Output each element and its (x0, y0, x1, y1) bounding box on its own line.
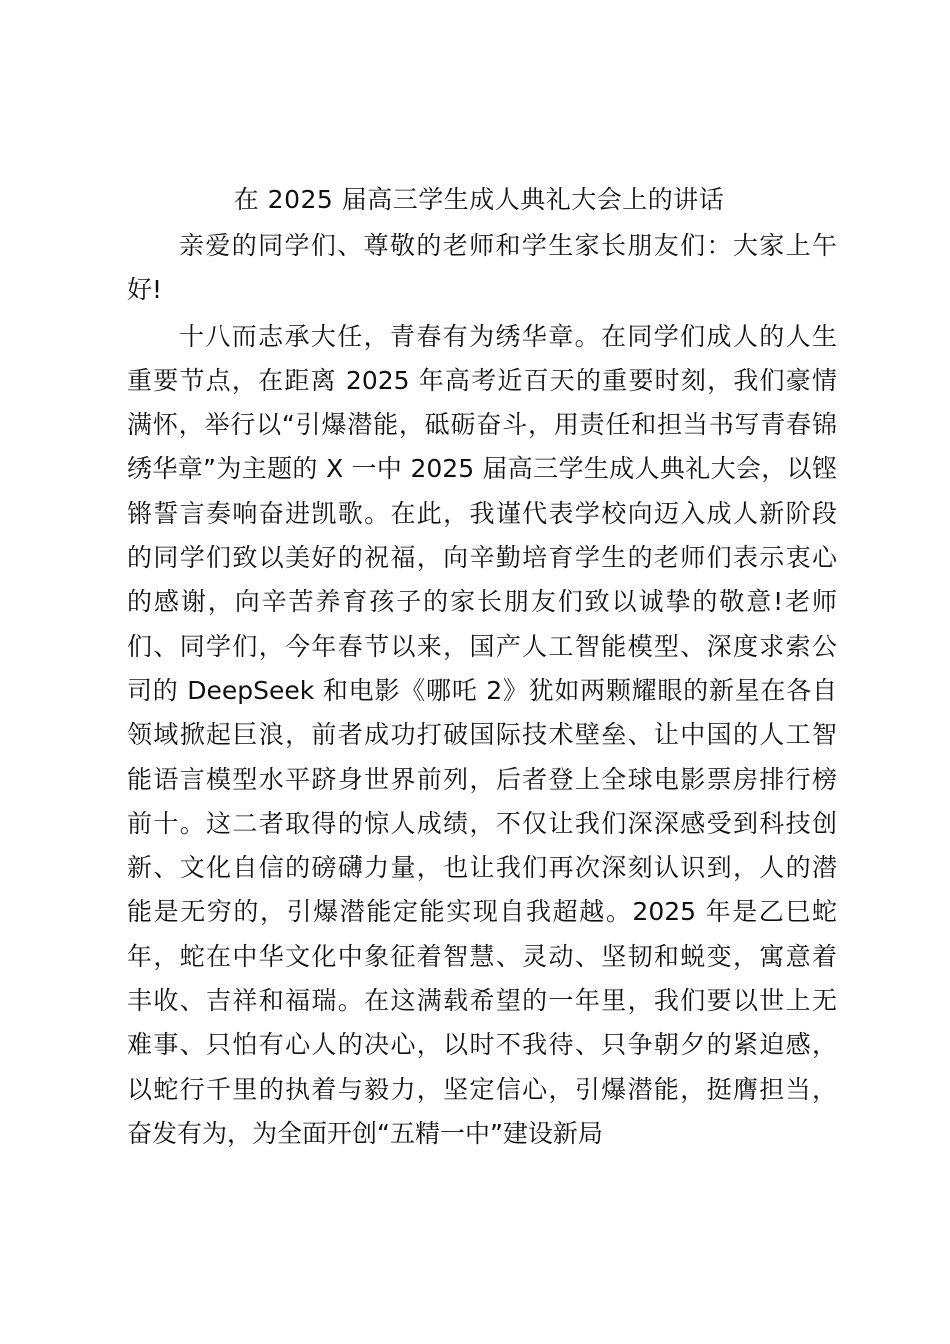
speech-body (127, 224, 837, 1156)
text-line: 奋发有为，为全面开创“五精一中”建设新局 (127, 1118, 603, 1148)
text-line: 年，蛇在中华文化中象征着智慧、灵动、坚韧和蜕变，寓意着 (127, 941, 837, 971)
text-line: 新、文化自信的磅礴力量，也让我们再次深刻认识到，人的潜 (127, 853, 837, 883)
text-line: 好! (127, 275, 163, 305)
text-line: 以蛇行千里的执着与毅力，坚定信心，引爆潜能，挺膺担当， (127, 1074, 837, 1104)
text-line: 难事、只怕有心人的决心，以时不我待、只争朝夕的紧迫感， (127, 1030, 837, 1060)
text-line: 亲爱的同学们、尊敬的老师和学生家长朋友们：大家上午 (179, 231, 837, 260)
text-line: 司的 DeepSeek 和电影《哪吒 2》犹如两颗耀眼的新星在各自 (127, 675, 837, 705)
speech-title: 在 2025 届高三学生成人典礼大会上的讲话 (233, 185, 725, 214)
text-line: 满怀，举行以“引爆潜能，砥砺奋斗，用责任和担当书写青春锦 (127, 410, 837, 440)
text-line: 重要节点，在距离 2025 年高考近百天的重要时刻，我们豪情 (127, 365, 837, 395)
text-line: 十八而志承大任，青春有为绣华章。在同学们成人的人生 (179, 321, 837, 351)
text-line: 能语言模型水平跻身世界前列，后者登上全球电影票房排行榜 (127, 764, 837, 794)
text-line: 们、同学们，今年春节以来，国产人工智能模型、深度求索公 (127, 631, 837, 661)
text-line: 能是无穷的，引爆潜能定能实现自我超越。2025 年是乙巳蛇 (127, 897, 837, 927)
text-line: 领域掀起巨浪，前者成功打破国际技术壁垒、让中国的人工智 (127, 720, 837, 750)
text-line: 绣华章”为主题的 X 一中 2025 届高三学生成人典礼大会，以铿 (127, 454, 837, 484)
text-line: 前十。这二者取得的惊人成绩，不仅让我们深深感受到科技创 (127, 808, 837, 838)
text-line: 的同学们致以美好的祝福，向辛勤培育学生的老师们表示衷心 (127, 543, 837, 573)
text-line: 锵誓言奏响奋进凯歌。在此，我谨代表学校向迈入成人新阶段 (127, 498, 837, 528)
text-line: 的感谢，向辛苦养育孩子的家长朋友们致以诚挚的敬意!老师 (127, 587, 837, 617)
text-line: 丰收、吉祥和福瑞。在这满载希望的一年里，我们要以世上无 (127, 986, 837, 1016)
